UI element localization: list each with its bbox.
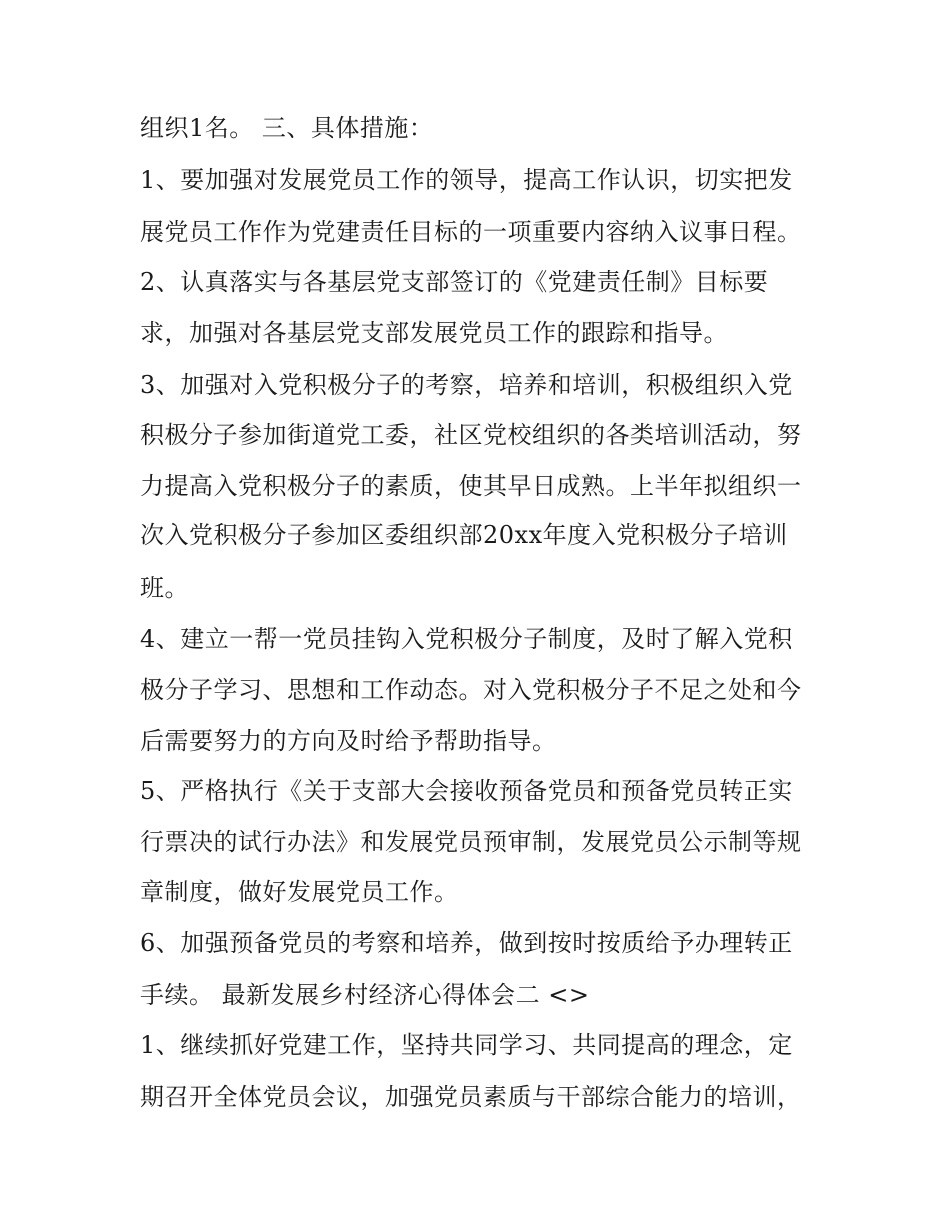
text-line: 次入党积极分子参加区委组织部20xx年度入党积极分子培训 (140, 521, 788, 549)
text-line: 3、加强对入党积极分子的考察，培养和培训，积极组织入党 (140, 371, 793, 399)
text-line: 2、认真落实与各基层党支部签订的《党建责任制》目标要 (140, 268, 769, 296)
text-line: 班。 (140, 574, 189, 602)
text-line: 6、加强预备党员的考察和培养，做到按时按质给予办理转正 (140, 929, 793, 957)
text-line: 求，加强对各基层党支部发展党员工作的跟踪和指导。 (140, 319, 728, 347)
text-line: 组织1名。 三、具体措施： (140, 114, 434, 142)
text-line: 后需要努力的方向及时给予帮助指导。 (140, 727, 557, 755)
text-line: 1、要加强对发展党员工作的领导，提高工作认识，切实把发 (140, 166, 793, 194)
text-line: 4、建立一帮一党员挂钩入党积极分子制度，及时了解入党积 (140, 625, 793, 653)
text-line: 1、继续抓好党建工作，坚持共同学习、共同提高的理念，定 (140, 1031, 793, 1059)
text-line: 期召开全体党员会议，加强党员素质与干部综合能力的培训， (140, 1083, 802, 1111)
text-line: 5、严格执行《关于支部大会接收预备党员和预备党员转正实 (140, 777, 793, 805)
text-line: 积极分子参加街道党工委，社区党校组织的各类培训活动，努 (140, 421, 802, 449)
text-line: 手续。 最新发展乡村经济心得体会二 <> (140, 981, 590, 1009)
text-line: 极分子学习、思想和工作动态。对入党积极分子不足之处和今 (140, 676, 802, 704)
text-line: 行票决的试行办法》和发展党员预审制，发展党员公示制等规 (140, 828, 802, 856)
text-line: 章制度，做好发展党员工作。 (140, 878, 459, 906)
text-line: 力提高入党积极分子的素质，使其早日成熟。上半年拟组织一 (140, 472, 802, 500)
text-line: 展党员工作作为党建责任目标的一项重要内容纳入议事日程。 (140, 218, 802, 246)
